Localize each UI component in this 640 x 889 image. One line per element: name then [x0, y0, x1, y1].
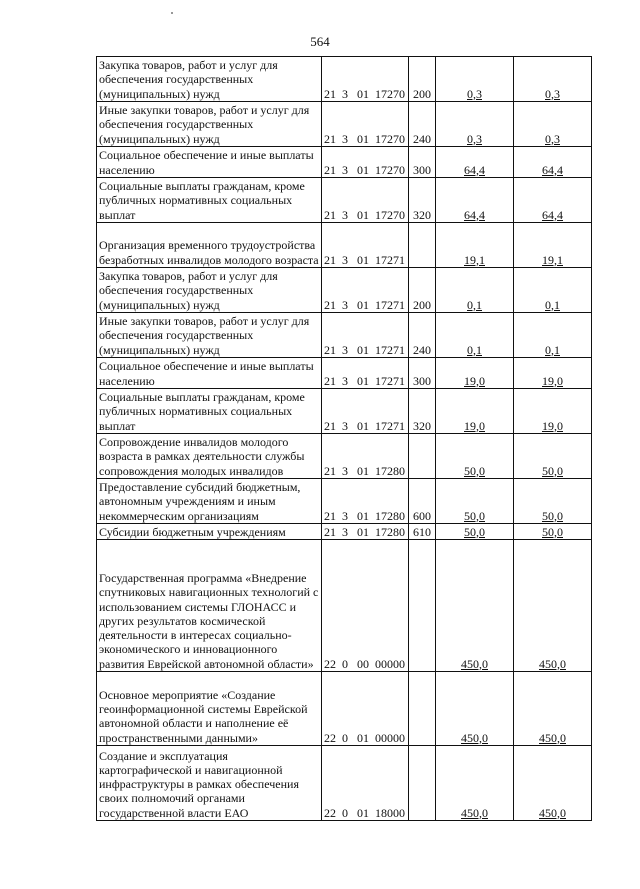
- row-code-cell: 21 3 01 17271: [322, 268, 409, 313]
- row-value-text: 0,3: [467, 131, 482, 146]
- row-value-1-cell: [436, 540, 514, 672]
- row-name-cell: Субсидии бюджетным учреждениям: [97, 524, 322, 540]
- table-row: [97, 147, 592, 178]
- table-row: [97, 223, 592, 268]
- table-row: [97, 540, 592, 672]
- row-name-cell: Создание и эксплуатация картографической и навигационной инфраструктуры в рамках обеспечения своих полномочий органами государственной власти ЕАО: [97, 746, 322, 821]
- row-value-text: 19,1: [542, 252, 563, 267]
- row-expense-type-cell: 300: [409, 147, 436, 178]
- row-expense-type-cell: [409, 672, 436, 746]
- row-value-1-cell: [436, 147, 514, 178]
- row-name-cell: Закупка товаров, работ и услуг для обеспечения государственных (муниципальных) нужд: [97, 57, 322, 102]
- row-value-1-cell: [436, 313, 514, 358]
- row-name-cell: Иные закупки товаров, работ и услуг для обеспечения государственных (муниципальных) нужд: [97, 313, 322, 358]
- row-value-text: 19,1: [464, 252, 485, 267]
- table-row: [97, 746, 592, 821]
- table-row: [97, 57, 592, 102]
- row-value-2-cell: [514, 479, 592, 524]
- row-expense-type-cell: 320: [409, 389, 436, 434]
- row-value-1-cell: [436, 57, 514, 102]
- page-number: 564: [310, 34, 330, 49]
- row-value-text: 50,0: [464, 508, 485, 523]
- table-row: [97, 268, 592, 313]
- table-row: [97, 479, 592, 524]
- row-code-cell: 21 3 01 17271: [322, 389, 409, 434]
- row-value-text: 450,0: [539, 730, 566, 745]
- row-value-2-cell: [514, 268, 592, 313]
- table-row: [97, 524, 592, 540]
- budget-table-body: [97, 57, 592, 821]
- row-value-text: 19,0: [464, 418, 485, 433]
- row-value-2-cell: [514, 178, 592, 223]
- row-expense-type-cell: 300: [409, 358, 436, 389]
- table-row: [97, 178, 592, 223]
- row-code-cell: 21 3 01 17271: [322, 313, 409, 358]
- row-code-cell: 21 3 01 17270: [322, 147, 409, 178]
- row-value-text: 0,1: [545, 297, 560, 312]
- table-row: [97, 358, 592, 389]
- row-value-1-cell: [436, 389, 514, 434]
- row-name-cell: Предоставление субсидий бюджетным, автономным учреждениям и иным некоммерческим организациям: [97, 479, 322, 524]
- row-code-cell: 21 3 01 17280: [322, 524, 409, 540]
- row-value-text: 450,0: [461, 805, 488, 820]
- table-row: [97, 434, 592, 479]
- row-value-text: 50,0: [464, 463, 485, 478]
- row-code-cell: 22 0 00 00000: [322, 540, 409, 672]
- row-value-1-cell: [436, 268, 514, 313]
- row-value-text: 64,4: [464, 207, 485, 222]
- row-expense-type-cell: 240: [409, 313, 436, 358]
- table-row: [97, 672, 592, 746]
- row-code-cell: 21 3 01 17280: [322, 434, 409, 479]
- row-value-2-cell: [514, 672, 592, 746]
- table-row: [97, 102, 592, 147]
- row-code-cell: 21 3 01 17270: [322, 102, 409, 147]
- row-value-text: 0,3: [545, 86, 560, 101]
- row-name-cell: Иные закупки товаров, работ и услуг для обеспечения государственных (муниципальных) нужд: [97, 102, 322, 147]
- row-value-1-cell: [436, 223, 514, 268]
- row-value-1-cell: [436, 358, 514, 389]
- row-expense-type-cell: 320: [409, 178, 436, 223]
- row-expense-type-cell: 610: [409, 524, 436, 540]
- row-value-2-cell: [514, 524, 592, 540]
- row-value-text: 450,0: [539, 805, 566, 820]
- row-value-2-cell: [514, 434, 592, 479]
- row-expense-type-cell: 240: [409, 102, 436, 147]
- row-value-2-cell: [514, 147, 592, 178]
- row-value-1-cell: [436, 178, 514, 223]
- row-value-text: 19,0: [464, 373, 485, 388]
- row-value-1-cell: [436, 746, 514, 821]
- row-value-2-cell: [514, 223, 592, 268]
- table-row: [97, 389, 592, 434]
- row-value-text: 0,3: [545, 131, 560, 146]
- row-name-cell: Основное мероприятие «Создание геоинформационной системы Еврейской автономной области и наполнение её пространственными данными»: [97, 672, 322, 746]
- row-value-text: 64,4: [542, 207, 563, 222]
- row-value-text: 0,1: [545, 342, 560, 357]
- row-value-text: 19,0: [542, 418, 563, 433]
- row-value-2-cell: [514, 102, 592, 147]
- row-name-cell: Сопровождение инвалидов молодого возраста в рамках деятельности службы сопровождения молодых инвалидов: [97, 434, 322, 479]
- row-value-2-cell: [514, 57, 592, 102]
- row-expense-type-cell: [409, 223, 436, 268]
- row-value-text: 0,3: [467, 86, 482, 101]
- row-expense-type-cell: [409, 540, 436, 672]
- row-value-text: 64,4: [464, 162, 485, 177]
- row-value-2-cell: [514, 313, 592, 358]
- row-value-text: 50,0: [464, 524, 485, 539]
- row-code-cell: 21 3 01 17270: [322, 178, 409, 223]
- row-code-cell: 21 3 01 17271: [322, 358, 409, 389]
- row-expense-type-cell: 600: [409, 479, 436, 524]
- row-value-2-cell: [514, 389, 592, 434]
- row-value-1-cell: [436, 434, 514, 479]
- row-value-1-cell: [436, 524, 514, 540]
- row-name-cell: Социальные выплаты гражданам, кроме публичных нормативных социальных выплат: [97, 389, 322, 434]
- row-name-cell: Социальные выплаты гражданам, кроме публичных нормативных социальных выплат: [97, 178, 322, 223]
- row-code-cell: 21 3 01 17270: [322, 57, 409, 102]
- row-expense-type-cell: 200: [409, 57, 436, 102]
- row-value-2-cell: [514, 540, 592, 672]
- row-expense-type-cell: [409, 434, 436, 479]
- row-value-text: 450,0: [461, 656, 488, 671]
- row-value-text: 19,0: [542, 373, 563, 388]
- row-value-text: 64,4: [542, 162, 563, 177]
- row-name-cell: Государственная программа «Внедрение спутниковых навигационных технологий с использованием системы ГЛОНАСС и других результатов космической деятельности в интересах социально-экономического и инновационного развития Еврейской автономной области»: [97, 540, 322, 672]
- row-value-text: 50,0: [542, 463, 563, 478]
- row-name-cell: Организация временного трудоустройства безработных инвалидов молодого возраста: [97, 223, 322, 268]
- row-value-1-cell: [436, 672, 514, 746]
- scan-speck: [171, 12, 173, 14]
- table-row: [97, 313, 592, 358]
- row-name-cell: Социальное обеспечение и иные выплаты населению: [97, 147, 322, 178]
- row-code-cell: 21 3 01 17271: [322, 223, 409, 268]
- row-value-text: 450,0: [539, 656, 566, 671]
- row-code-cell: 22 0 01 00000: [322, 672, 409, 746]
- budget-table: [96, 56, 592, 821]
- row-value-2-cell: [514, 746, 592, 821]
- row-value-text: 50,0: [542, 508, 563, 523]
- row-value-1-cell: [436, 102, 514, 147]
- row-name-cell: Социальное обеспечение и иные выплаты населению: [97, 358, 322, 389]
- row-value-1-cell: [436, 479, 514, 524]
- row-value-text: 50,0: [542, 524, 563, 539]
- row-name-cell: Закупка товаров, работ и услуг для обеспечения государственных (муниципальных) нужд: [97, 268, 322, 313]
- row-code-cell: 22 0 01 18000: [322, 746, 409, 821]
- row-value-text: 0,1: [467, 297, 482, 312]
- row-expense-type-cell: 200: [409, 268, 436, 313]
- row-value-text: 450,0: [461, 730, 488, 745]
- row-expense-type-cell: [409, 746, 436, 821]
- row-code-cell: 21 3 01 17280: [322, 479, 409, 524]
- row-value-2-cell: [514, 358, 592, 389]
- row-value-text: 0,1: [467, 342, 482, 357]
